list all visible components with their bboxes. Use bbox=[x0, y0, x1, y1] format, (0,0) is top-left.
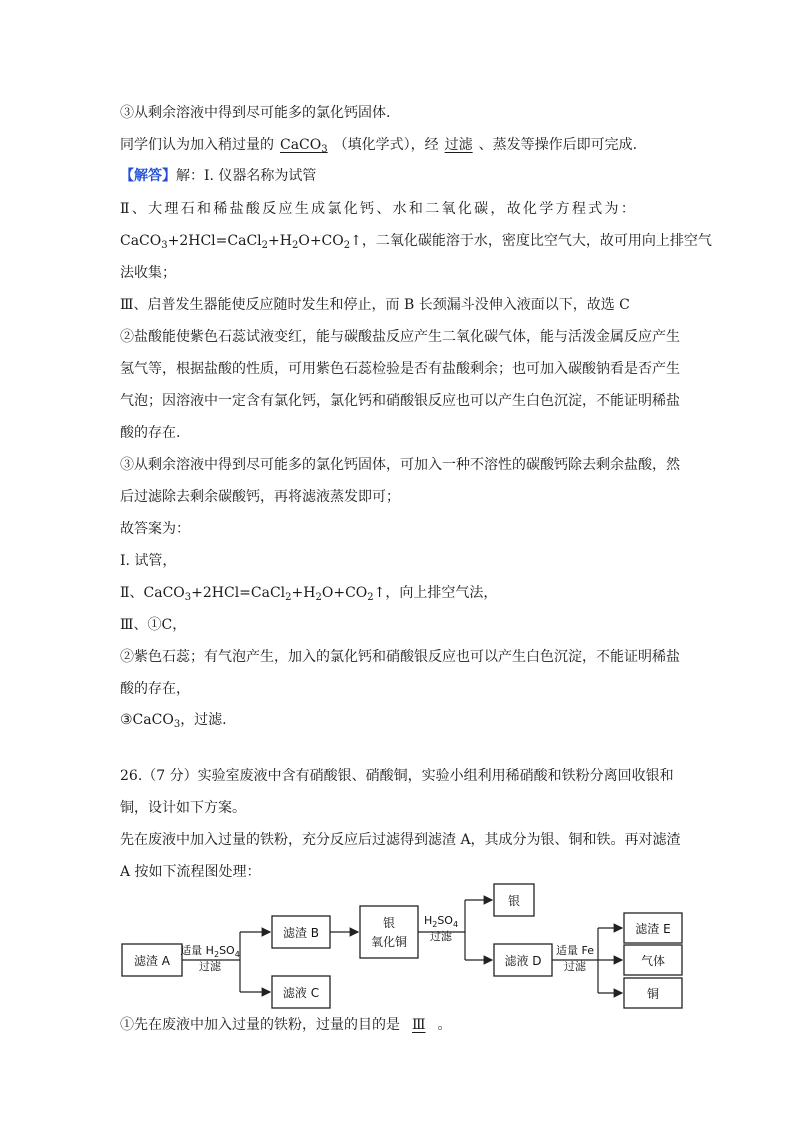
label-step1-reagent: 适量 $H_2SO_4$ bbox=[180, 944, 240, 959]
text-line: Ⅰ. 试管， bbox=[120, 553, 177, 569]
label-box-d: 滤液 D bbox=[504, 954, 542, 968]
text-line: Ⅲ、①C， bbox=[120, 617, 187, 633]
box-silver-copper-oxide bbox=[360, 906, 418, 958]
equation-line: Ⅱ、$CaCO_3+2HCl=CaCl_2+H_2O+CO_2↑$，向上排空气法， bbox=[120, 585, 498, 603]
question-text: ①先在废液中加入过量的铁粉，过量的目的是 bbox=[120, 1017, 400, 1033]
question-stem: 26.（7 分）实验室废液中含有硝酸银、硝酸铜，实验小组利用稀硝酸和铁粉分离回收银和 bbox=[120, 768, 674, 784]
label-step1-operation: 过滤 bbox=[199, 960, 221, 973]
answer-blank-operation: 过滤 bbox=[444, 137, 473, 153]
label-box-b: 滤渣 B bbox=[282, 926, 320, 940]
label-gas: 气体 bbox=[640, 954, 666, 968]
solution-tag: 【解答】 bbox=[120, 168, 176, 184]
question-text: （填化学式），经 bbox=[333, 137, 439, 153]
text-line: 酸的存在， bbox=[120, 681, 190, 697]
label-box-c: 滤液 C bbox=[282, 986, 320, 1000]
text-line: ③从剩余溶液中得到尽可能多的氯化钙固体，可加入一种不溶性的碳酸钙除去剩余盐酸，然 bbox=[120, 457, 680, 473]
text-line: Ⅱ、大理石和稀盐酸反应生成氯化钙、水和二氧化碳，故化学方程式为： bbox=[120, 201, 638, 217]
text-line: 气泡；因溶液中一定含有氯化钙，氯化钙和硝酸银反应也可以产生白色沉淀，不能证明稀盐 bbox=[120, 393, 680, 409]
text-line: 后过滤除去剩余碳酸钙，再将滤液蒸发即可； bbox=[120, 489, 400, 505]
label-box-a: 滤渣 A bbox=[133, 954, 171, 968]
question-text: 、蒸发等操作后即可完成. bbox=[478, 137, 638, 153]
flowchart bbox=[120, 878, 690, 1013]
text-line: ③从剩余溶液中得到尽可能多的氯化钙固体. bbox=[120, 105, 391, 121]
text-line: 法收集； bbox=[120, 265, 176, 281]
text-line: Ⅲ、启普发生器能使反应随时发生和停止，而 B 长颈漏斗没伸入液面以下，故选 C bbox=[120, 297, 630, 313]
answer-blank-formula: CaCO$_3$ bbox=[280, 137, 328, 155]
fill-in-line: ①先在废液中加入过量的铁粉，过量的目的是 Ⅲ 。 bbox=[120, 1017, 452, 1033]
label-step3-operation: 过滤 bbox=[564, 960, 586, 973]
answer-blank-purpose: Ⅲ bbox=[412, 1017, 426, 1033]
label-mix-silver: 银 bbox=[382, 916, 396, 930]
equation-line: $CaCO_3+2HCl=CaCl_2+H_2O+CO_2↑$，二氧化碳能溶于水，密度比空气大，故可用向上排空气 bbox=[120, 233, 712, 251]
label-step2-reagent: $H_2SO_4$ bbox=[423, 914, 459, 929]
question-text: 同学们认为加入稍过量的 bbox=[120, 137, 274, 153]
fill-in-line bbox=[120, 135, 637, 155]
question-stem: A 按如下流程图处理： bbox=[120, 864, 261, 880]
question-stem: 铜，设计如下方案。 bbox=[120, 800, 246, 816]
text-line: 故答案为： bbox=[120, 521, 190, 537]
label-mix-copper-oxide: 氧化铜 bbox=[370, 935, 408, 949]
text-line: ②紫色石蕊；有气泡产生，加入的氯化钙和硝酸银反应也可以产生白色沉淀，不能证明稀盐 bbox=[120, 649, 680, 665]
text-line: ③CaCO$_3$，过滤. bbox=[120, 712, 227, 730]
label-copper: 铜 bbox=[646, 987, 660, 1001]
solution-header bbox=[120, 166, 316, 186]
text-line: ②盐酸能使紫色石蕊试液变红，能与碳酸盐反应产生二氧化碳气体，能与活泼金属反应产生 bbox=[120, 329, 680, 345]
label-step3-reagent: 适量 Fe bbox=[556, 944, 594, 957]
label-silver: 银 bbox=[507, 894, 521, 908]
label-box-e: 滤渣 E bbox=[635, 922, 671, 936]
label-step2-operation: 过滤 bbox=[430, 930, 452, 943]
text-line: 氢气等，根据盐酸的性质，可用紫色石蕊检验是否有盐酸剩余；也可加入碳酸钠看是否产生 bbox=[120, 361, 680, 377]
question-stem: 先在废液中加入过量的铁粉，充分反应后过滤得到滤渣 A，其成分为银、铜和铁。再对滤渣 bbox=[120, 832, 681, 848]
solution-text: 解：Ⅰ. 仪器名称为试管 bbox=[176, 168, 317, 184]
text-line: 酸的存在. bbox=[120, 425, 181, 441]
